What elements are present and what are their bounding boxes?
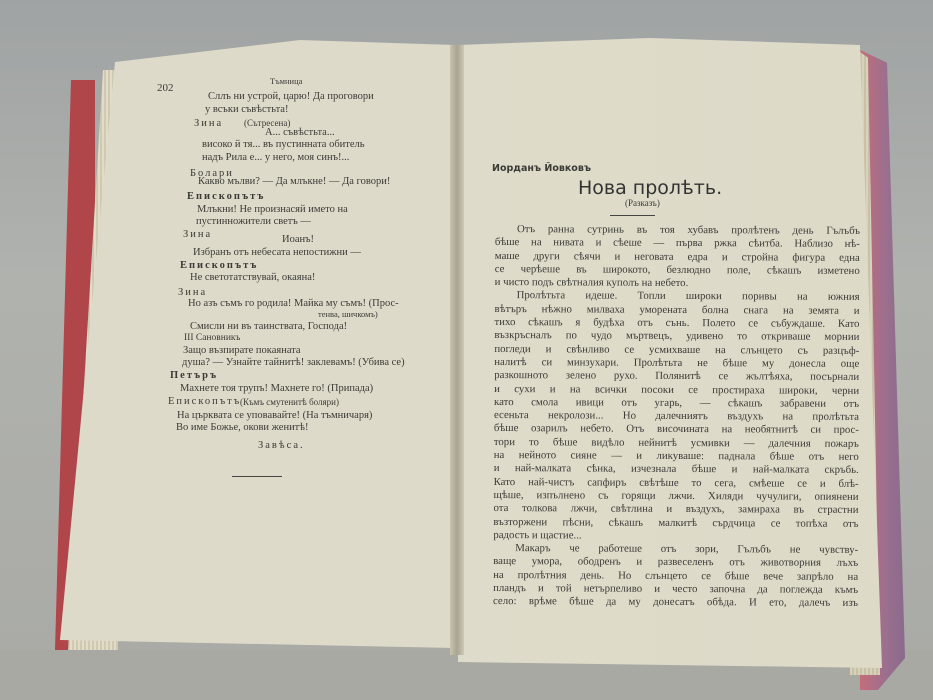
stage-direction: тенва, шичкомъ) <box>318 309 378 319</box>
text-line: Сллъ ни устрой, царю! Да проговори <box>208 91 374 102</box>
text-line: пустинножители светъ — <box>196 216 311 227</box>
text-line: Во име Божье, окови женитѣ! <box>176 422 309 433</box>
speaker: Зина <box>183 229 213 240</box>
text-line: Но азъ съмъ го родила! Майка му съмъ! (Прос- <box>188 298 399 309</box>
title-rule <box>610 215 655 216</box>
text-line: душа? — Узнайте тайнитѣ! заклевамъ! (Убива се) <box>182 357 405 368</box>
text-line: вѣтъръ нѣжно милваха уморената болна снага на земята и <box>494 302 860 317</box>
text-line: налитѣ си минзухари. Пролѣтьта не бѣше му донесла още <box>494 355 860 370</box>
text-line: Какво мълви? — Да млъкне! — Да говори! <box>198 176 391 187</box>
story-title: Нова пролѣть. <box>578 177 723 199</box>
text-line: и най-малката сѣнка, изчезнала бѣше и най-малката скръбь. <box>493 462 859 477</box>
text-line: Макаръ че работеше отъ зори, Гълъбъ не чувству- <box>515 542 859 557</box>
text-line: и чисто подъ свѣтналия куполъ на небето. <box>494 276 689 290</box>
text-line: На църквата се уповавайте! (На тъмничаря) <box>177 410 373 421</box>
text-line: пландъ и той нетърпеливо и често започна да поглежда къмъ <box>493 582 859 596</box>
text-line: ваще умора, ободренъ и развеселенъ отъ животворния лъхъ <box>493 555 859 570</box>
text-line: есеньта некролози... Но далечниятъ въздухъ на пролѣтьта <box>493 409 860 424</box>
text-line: Пролѣтьта идеше. Топли широки поривы на южния <box>516 289 860 304</box>
speaker: Зина <box>194 118 224 129</box>
book-gutter <box>450 45 464 655</box>
speaker: Епископътъ <box>187 191 266 202</box>
text-line: Иоанъ! <box>282 234 315 245</box>
text-line: радость и щастие... <box>493 528 582 542</box>
text-line: Отъ ранна сутринь въ тоя хубавъ пролѣтенъ день Гълъбъ <box>516 223 860 237</box>
text-line: маше други сѣячи и неговата едра и стройна фигура една <box>494 249 860 264</box>
text-line: възкръсналъ по чудо мъртвецъ, удивено то откриваше морнии <box>494 329 860 344</box>
story-body <box>493 223 860 611</box>
text-line: бѣше озарилъ небето. Отъ височината на необятнитѣ си прос- <box>493 422 859 437</box>
text-line: Махнете тоя трупъ! Махнете го! (Припада) <box>180 383 374 394</box>
stage-direction: (Къмъ смутенитѣ боляри) <box>240 397 339 407</box>
text-line: тори то бѣше видѣло нейнитѣ усмивки — далечния пожаръ <box>493 435 859 450</box>
text-line: разкошното зелено рухо. Полянитѣ се жълтѣяха, посърнали <box>494 369 860 384</box>
text-line: Не светотатствувай, окаяна! <box>190 272 316 283</box>
text-line: надъ Рила е... у него, моя синъ!... <box>202 152 350 163</box>
text-line: Избранъ отъ небесата непостижни — <box>193 247 361 258</box>
story-subtitle: (Разказъ) <box>625 198 660 208</box>
text-line: се черѣеше въ широкото, безлюдно поле, сѣкашъ изметено <box>494 262 860 277</box>
text-line: Защо възпирате покаяната <box>183 345 301 356</box>
running-head: Тъмница <box>270 76 303 86</box>
text-line: високо й тя... въ пустинната обитель <box>202 139 365 150</box>
curtain-text: Завѣса. <box>258 440 305 451</box>
text-line: тихо сѣкашъ я будѣха отъ сънь. Полето се събуждаше. Като <box>494 316 860 330</box>
speaker: Зина <box>178 287 208 298</box>
text-line: на пролѣтния день. Но слънцето се бѣше вече запрѣло на <box>493 568 859 583</box>
speaker: III Сановникъ <box>184 333 241 343</box>
speaker: Епископътъ <box>168 396 242 407</box>
text-line: ота толкова лжчи, свѣтлина и въздухъ, замираха въ страстни <box>493 502 859 517</box>
text-line: и сухи и на всички посоки се простираха широки, черни <box>494 382 860 397</box>
page-number: 202 <box>157 82 174 94</box>
text-line: у всъки съвѣстьта! <box>205 104 289 115</box>
text-line: бѣше на нивата и сѣеше — първа ржка сѣитба. Наблизо нѣ- <box>494 236 860 251</box>
text-line: на нейното сияне — и ликуваше: паднала бѣше отъ него <box>493 449 859 463</box>
text-line: възторжени пѣсни, сѣкашъ малкитѣ сърдчица се топѣха отъ <box>493 515 859 530</box>
text-line: А... съвѣстьта... <box>265 127 335 138</box>
text-line: Смисли ни въ таинствата, Господа! <box>190 321 348 332</box>
speaker: Петъръ <box>170 370 219 381</box>
text-line: погледи и свѣнливо се усмихваше на слънцето съ разцъф- <box>494 342 860 357</box>
text-line: село: врѣме бѣше да му донесатъ обѣда. И ето, далечъ изъ <box>492 595 859 610</box>
text-line: щѣше, изпълнено съ горящи лжчи. Хиляди чучулиги, опиянени <box>493 488 859 503</box>
author-name: Иорданъ Йовковъ <box>492 163 591 174</box>
speaker: Болари <box>190 168 234 179</box>
text-line: Млъкни! Не произнасяй името на <box>197 204 348 215</box>
speaker: Епископътъ <box>180 260 259 271</box>
text-line: Като най-чистъ сапфиръ свѣтѣше то сега, смѣеше се и блѣ- <box>493 475 859 490</box>
stage-direction: (Сътресена) <box>244 118 291 128</box>
text-line: като смола ивици отъ угарь, — сѣкашъ забравени отъ <box>494 395 860 410</box>
end-rule <box>232 476 282 477</box>
